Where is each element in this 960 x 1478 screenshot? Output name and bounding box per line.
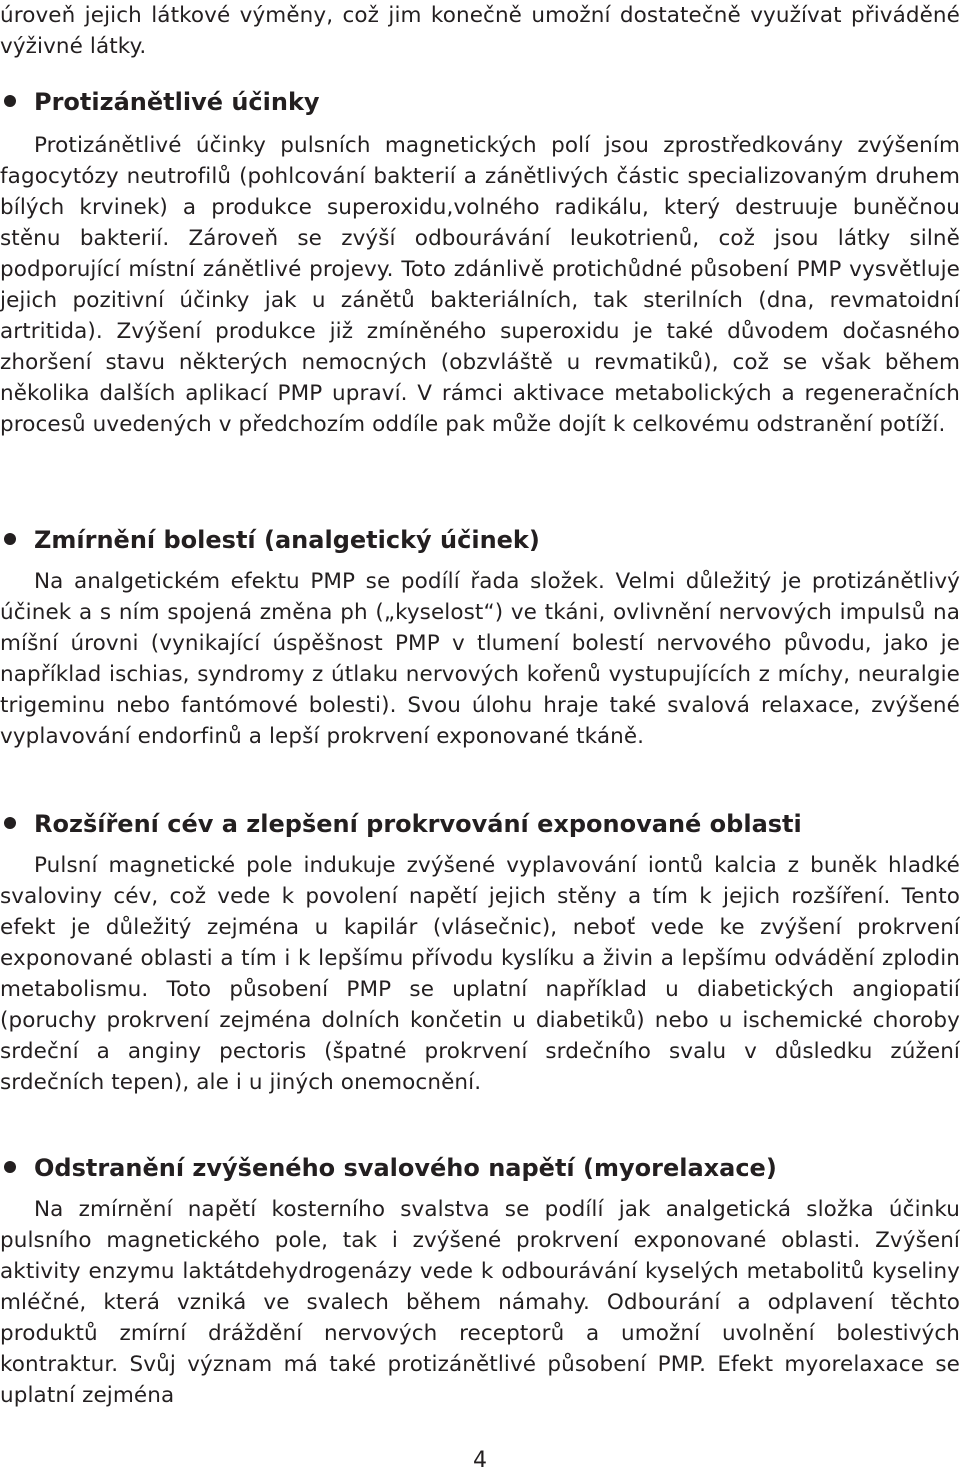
section-heading-text: Rozšíření cév a zlepšení prokrvování exponované oblasti — [34, 810, 802, 838]
section-heading-vasodilation — [0, 808, 960, 840]
bullet-icon — [4, 1161, 16, 1173]
intro-paragraph: úroveň jejich látkové výměny, což jim konečně umožní dostatečně využívat přiváděné výživné látky. — [0, 3, 960, 59]
section-heading-anti-inflammatory — [0, 86, 960, 118]
section-heading-myorelaxation — [0, 1152, 960, 1184]
section-heading-text: Protizánětlivé účinky — [34, 88, 320, 116]
section-heading-analgesic — [0, 524, 960, 556]
section-body-vasodilation: Pulsní magnetické pole indukuje zvýšené vyplavování iontů kalcia z buněk hladké svaloviny cév, což vede k povolení napětí jejich stěny a tím k jejich rozšíření. Tento efekt je důležitý zejména u kapilár (vlásečnic), neboť vede ke zvýšení prokrvení exponované oblasti a tím i k lepšímu přívodu kyslíku a živin a lepšímu odvádění zplodin metabolismu. Toto působení PMP se uplatní například u diabetických angiopatií (poruchy prokrvení zejména dolních končetin u diabetiků) nebo u ischemické choroby srdeční a anginy pectoris (špatné prokrvení srdečního svalu v důsledku zúžení srdečních tepen), ale i u jiných onemocnění. — [0, 853, 960, 1095]
bullet-icon — [4, 817, 16, 829]
section-heading-text: Odstranění zvýšeného svalového napětí (myorelaxace) — [34, 1154, 777, 1182]
section-body-analgesic: Na analgetickém efektu PMP se podílí řada složek. Velmi důležitý je protizánětlivý účinek a s ním spojená změna ph („kyselost“) ve tkáni, ovlivnění nervových impulsů na míšní úrovni (vynikající úspěšnost PMP v tlumení bolestí nervového původu, jako je například ischias, syndromy z útlaku nervových kořenů vystupujících z míchy, neuralgie trigeminu nebo fantómové bolesti). Svou úlohu hraje také svalová relaxace, zvýšené vyplavování endorfinů a lepší prokrvení exponované tkáně. — [0, 569, 960, 749]
bullet-icon — [4, 533, 16, 545]
bullet-icon — [4, 95, 16, 107]
page-number: 4 — [473, 1448, 487, 1473]
section-body-myorelaxation: Na zmírnění napětí kosterního svalstva se podílí jak analgetická složka účinku pulsního magnetického pole, tak i zvýšené prokrvení exponované oblasti. Zvýšení aktivity enzymu laktátdehydrogenázy vede k odbourávání kyselých metabolitů kyseliny mléčné, která vzniká ve svalech během námahy. Odbourání a odplavení těchto produktů zmírní dráždění nervových receptorů a umožní uvolnění bolestivých kontraktur. Svůj význam má také protizánětlivé působení PMP. Efekt myorelaxace se uplatní zejména — [0, 1197, 960, 1408]
section-heading-text: Zmírnění bolestí (analgetický účinek) — [34, 526, 540, 554]
section-body-anti-inflammatory: Protizánětlivé účinky pulsních magnetických polí jsou zprostředkovány zvýšením fagocytózy neutrofilů (pohlcování bakterií a zánětlivých částic specializovaným druhem bílých krvinek) a produkce superoxidu,volného radikálu, který destruuje buněčnou stěnu bakterií. Zároveň se zvýší odbourávání leukotrienů, což jsou látky silně podporující místní zánětlivé projevy. Toto zdánlivě protichůdné působení PMP vysvětluje jejich pozitivní účinky jak u zánětů bakteriálních, tak sterilních (dna, revmatoidní artritida). Zvýšení produkce již zmíněného superoxidu je také důvodem dočasného zhoršení stavu některých nemocných (obzvláště u revmatiků), což se však během několika dalších aplikací PMP upraví. V rámci aktivace metabolických a regeneračních procesů uvedených v předchozím oddíle pak může dojít k celkovému odstranění potíží. — [0, 133, 960, 437]
